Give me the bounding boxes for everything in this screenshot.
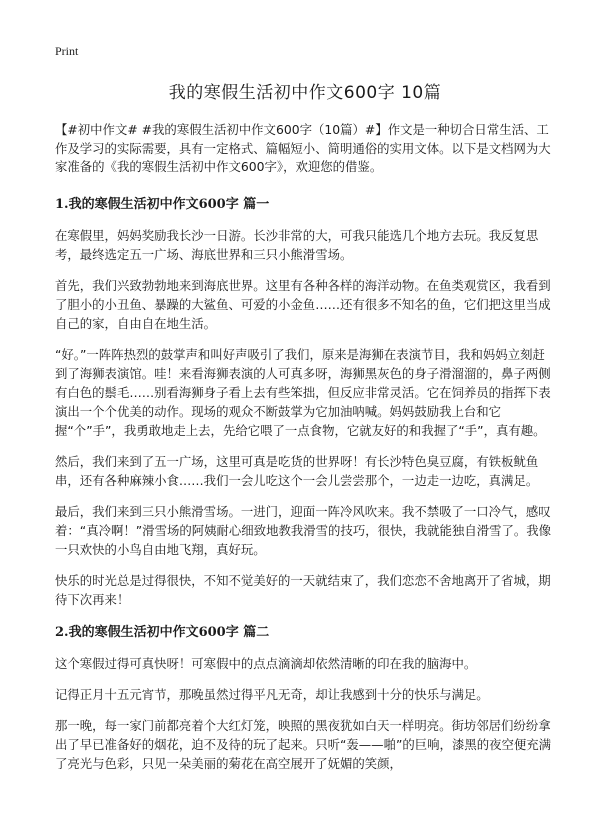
document-title: 我的寒假生活初中作文600字 10篇 <box>168 83 442 103</box>
paragraph: 最后，我们来到三只小熊滑雪场。一进门，迎面一阵冷风吹来。我不禁吸了一口冷气，感叹着：“真冷啊！”滑雪场的阿姨耐心细致地教我滑雪的技巧，很快，我就能独自滑雪了。我像一只欢快的小鸟自由地飞翔，真好玩。 <box>55 503 552 557</box>
paragraph: 首先，我们兴致勃勃地来到海底世界。这里有各种各样的海洋动物。在鱼类观赏区，我看到了胆小的小丑鱼、暴躁的大鲨鱼、可爱的小金鱼……还有很多不知名的鱼，它们把这里当成自己的家，自由自在地生活。 <box>55 277 551 331</box>
paragraph: 这个寒假过得可真快呀！可寒假中的点点滴滴却依然清晰的印在我的脑海中。 <box>55 655 477 671</box>
section-heading: 1.我的寒假生活初中作文600字 篇一 <box>55 196 270 212</box>
paragraph: 在寒假里，妈妈奖励我长沙一日游。长沙非常的大，可我只能选几个地方去玩。我反复思考，最终选定五一广场、海底世界和三只小熊滑雪场。 <box>55 227 539 262</box>
paragraph: “好。”一阵阵热烈的鼓掌声和叫好声吸引了我们，原来是海狮在表演节目，我和妈妈立刻赶到了海狮表演馆。哇！来看海狮表演的人可真多呀，海狮黑灰色的身子滑溜溜的，鼻子两侧有白色的鬃毛……别看海狮身子看上去有些笨拙，但反应非常灵活。它在饲养员的指挥下表演出一个个优美的动作。现场的观众不断鼓掌为它加油呐喊。妈妈鼓励我上台和它握“个”手”，我勇敢地走上去，先给它喂了一点食物，它就友好的和我握了“手”，真有趣。 <box>55 346 551 438</box>
paragraph: 记得正月十五元宵节，那晚虽然过得平凡无奇，却让我感到十分的快乐与满足。 <box>55 686 489 702</box>
paragraph: 快乐的时光总是过得很快，不知不觉美好的一天就结束了，我们恋恋不舍地离开了省城，期待下次再来！ <box>55 572 551 607</box>
section-heading: 2.我的寒假生活初中作文600字 篇二 <box>55 624 270 640</box>
intro-paragraph: 【#初中作文# #我的寒假生活初中作文600字（10篇）#】作文是一种切合日常生活、工作及学习的实际需要，具有一定格式、篇幅短小、简明通俗的实用文体。以下是文档网为大家准备的《我的寒假生活初中作文600字》，欢迎您的借鉴。 <box>55 122 551 174</box>
paragraph: 那一晚，每一家门前都亮着个大红灯笼，映照的黑夜犹如白天一样明亮。街坊邻居们纷纷拿出了早已准备好的烟花，迫不及待的玩了起来。只听“轰——啪”的巨响，漆黑的夜空便充满了亮光与色彩，只见一朵美丽的菊花在高空展开了妩媚的笑颜， <box>55 717 552 771</box>
section-1 <box>55 193 555 609</box>
section-2 <box>55 621 555 773</box>
document-page <box>55 78 555 785</box>
paragraph: 然后，我们来到了五一广场，这里可真是吃货的世界呀！有长沙特色臭豆腐，有铁板鱿鱼串，还有各种麻辣小食……我们一会儿吃这个一会儿尝尝那个，一边走一边吃，真满足。 <box>55 453 539 488</box>
print-link[interactable]: Print <box>55 44 79 58</box>
